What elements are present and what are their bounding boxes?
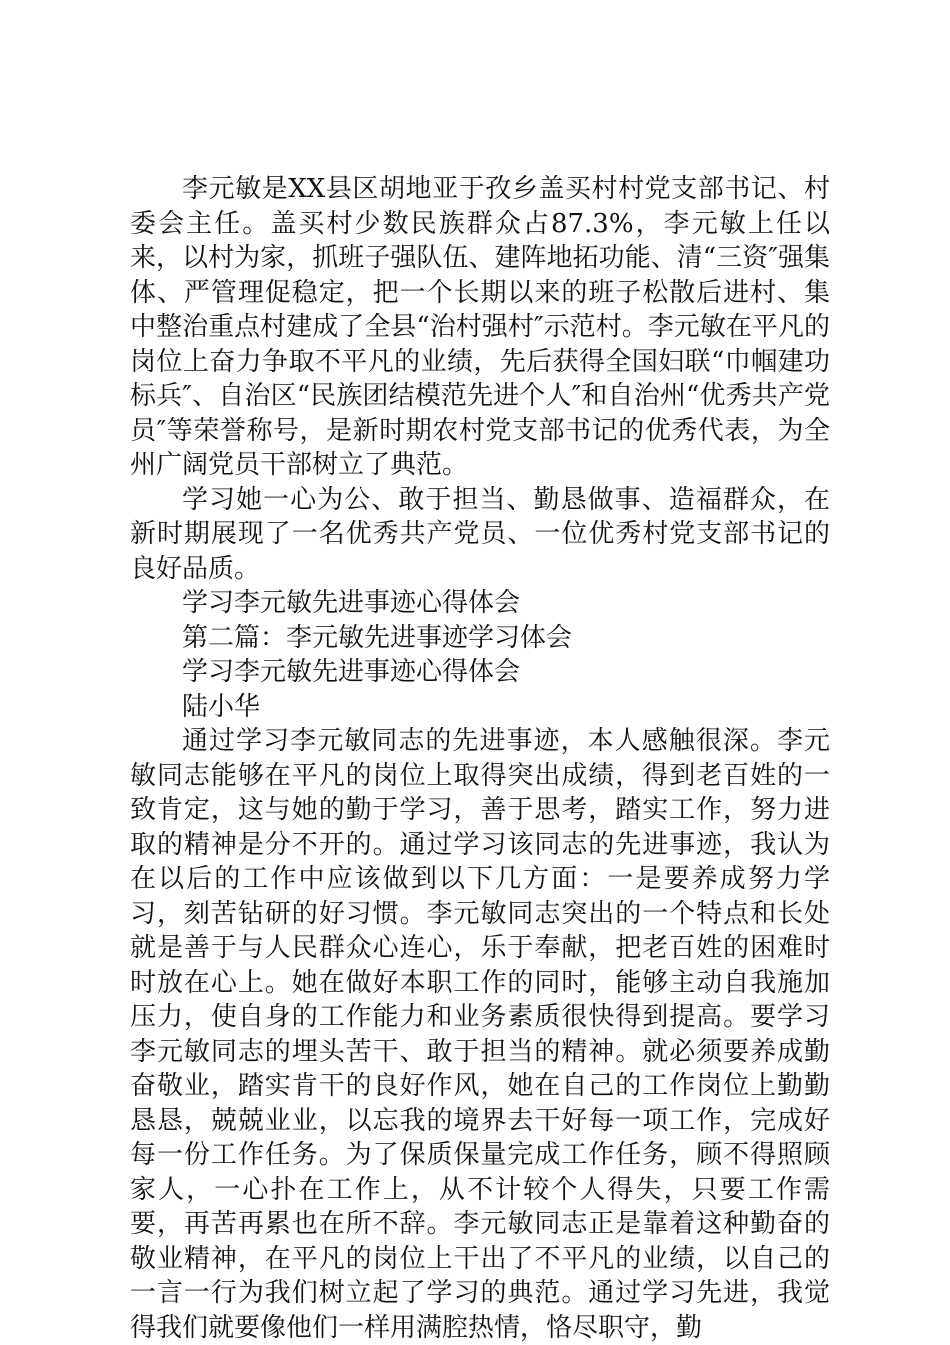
essay-title: 学习李元敏先进事迹心得体会 <box>182 657 521 687</box>
author-name: 陆小华 <box>182 691 261 722</box>
body-paragraph: 通过学习李元敏同志的先进事迹，本人感触很深。李元敏同志能够在平凡的岗位上取得突出成绩，得到老百姓的一致肯定，这与她的勤于学习，善于思考，踏实工作，努力进取的精神是分不开的。通过学习该同志的先进事迹，我认为在以后的工作中应该做到以下几方面：一是要养成努力学习，刻苦钻研的好习惯。李元敏同志突出的一个特点和长处就是善于与人民群众心连心，乐于奉献，把老百姓的困难时时放在心上。她在做好本职工作的同时，能够主动自我施加压力，使自身的工作能力和业务素质很快得到提高。要学习李元敏同志的埋头苦干、敢于担当的精神。就必须要养成勤奋敬业，踏实肯干的良好作风，她在自己的工作岗位上勤勤恳恳，兢兢业业，以忘我的境界去干好每一项工作，完成好每一份工作任务。为了保质保量完成工作任务，顾不得照顾家人，一心扑在工作上，从不计较个人得失，只要工作需要，再苦再累也在所不辞。李元敏同志正是靠着这种勤奋的敬业精神，在平凡的岗位上干出了不平凡的业绩，以自己的一言一行为我们树立起了学习的典范。通过学习先进，我觉得我们就要像他们一样用满腔热情，恪尽职守，勤 <box>130 726 830 1343</box>
chapter-title: 第二篇：李元敏先进事迹学习体会 <box>182 622 573 653</box>
learning-paragraph: 学习她一心为公、敢于担当、勤恳做事、造福群众，在新时期展现了一名优秀共产党员、一位优秀村党支部书记的良好品质。 <box>130 484 830 584</box>
document-page <box>130 172 830 1345</box>
section-title: 学习李元敏先进事迹心得体会 <box>182 588 521 618</box>
intro-paragraph: 李元敏是XX县区胡地亚于孜乡盖买村村党支部书记、村委会主任。盖买村少数民族群众占87.3%，李元敏上任以来，以村为家，抓班子强队伍、建阵地拓功能、清“三资″强集体、严管理促稳定，把一个长期以来的班子松散后进村、集中整治重点村建成了全县“治村强村″示范村。李元敏在平凡的岗位上奋力争取不平凡的业绩，先后获得全国妇联“巾帼建功标兵″、自治区“民族团结模范先进个人″和自治州“优秀共产党员″等荣誉称号，是新时期农村党支部书记的优秀代表，为全州广阔党员干部树立了典范。 <box>130 174 830 480</box>
